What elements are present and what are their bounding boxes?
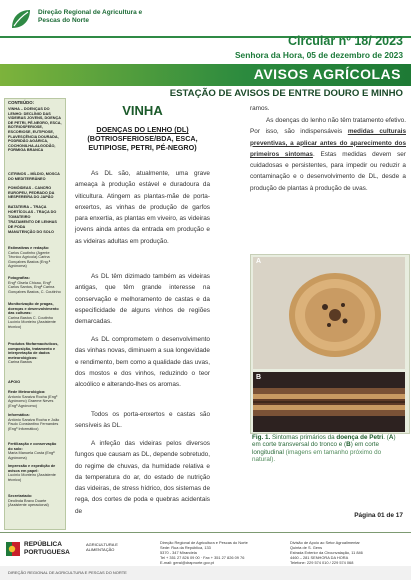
sidebar-fotografias: Fotografias: Engº Gisela Chicau, Engº Carlos Santos, Engª Carina Gonçalves Bastos, C. Coutinho <box>8 276 61 294</box>
ministerio-name: AGRICULTURA E ALIMENTAÇÃO <box>86 542 118 552</box>
paragraph-r1: ramos. <box>250 105 270 112</box>
photo-b-label: B <box>256 374 262 381</box>
sidebar-tratamento: TRATAMENTO DE LENHAS DE PODA <box>8 220 57 229</box>
footer-bar-text: DIREÇÃO REGIONAL DE AGRICULTURA E PESCAS DO NORTE <box>8 570 127 575</box>
sidebar-contents-list <box>8 107 62 153</box>
circular-date: Senhora da Hora, 05 de dezembro de 2023 <box>234 50 403 60</box>
sidebar-manutencao: MANUTENÇÃO DO SOLO <box>8 230 54 234</box>
circular-number: Circular nº 18/ 2023 <box>287 34 403 48</box>
banner-title: AVISOS AGRÍCOLAS <box>253 66 401 82</box>
trunk-longitudinal-section-photo <box>253 372 405 432</box>
sidebar-fertilizacao: Fertilização e conservação do solo: Maria Manuela Costa (Engª Agrónoma) <box>8 442 57 460</box>
paragraph-1: As DL são, atualmente, uma grave ameaça à produção estável e duradoura da viticultura. Atingem as plantas-mãe de porta-enxertos, as vinhas de produção de garfos para enxertia, as plantas em viveiro, as videiras jovens ainda antes da entrada em produção e as videiras adultas em produção. <box>75 170 210 245</box>
paragraph-r2: As doenças do lenho não têm tratamento efetivo. Por isso, são indispensáveis medidas culturais preventivas, a aplicar antes do aparecimento dos primeiros sintomas. Estas medidas devem ser cuidadosas e persistentes, para impedir ou reduzir a contaminação e o desenvolvimento de DL, desde a produção de plantas à produção de uvas. <box>250 117 406 192</box>
footer-address-divisao: Divisão de Apoio ao Setor Agroalimentar Quinta de S. Gens Estrada Exterior da Circunvalação, 11 846 4460 – 281 SENHORA DA HORA Telefone: 229 574 010 / 229 574 068 <box>290 540 363 565</box>
page-number: Página 01 de 17 <box>354 512 403 519</box>
section-title: VINHA <box>122 103 163 118</box>
drap-logo-icon <box>8 6 34 32</box>
sidebar-rede: Rede Meteorológica: Antonio Saraiva Rocha (Engº Agrónomo) Graeme Neves (Engº Agrónomo) <box>8 390 58 408</box>
sidebar-apoio: APOIO <box>8 380 21 384</box>
sidebar-produtos: Produtos fitofarmacêuticos, composição, tratamento e interpretação de dados meteorológicos: Carina Bastos <box>8 342 59 365</box>
sidebar-secretariado: Secretariado: Deolinda Bravo Duarte (Assistente operacional) <box>8 494 49 508</box>
sidebar-heading: CONTEÚDO: <box>8 100 35 105</box>
footer-address-sede: Direção Regional de Agricultura e Pescas do Norte Sede: Rua da República, 133 5370 - 347 Mirandela Tel + 351 27 826 09 00 · Fax + 351 27 826 09 76 E-mail: geral@drapnorte.gov.pt <box>160 540 248 565</box>
sidebar-monitorizacao: Monitorização de pragas, doenças e desenvolvimento das culturas: Carina Bastos C. Coutinho Lucínio Monteiro (Assistente técnico) <box>8 302 59 329</box>
figure-caption: Fig. 1. Sintomas primários da doença de Petri. (A) em corte transversal do tronco e (B) em corte longitudinal (imagens em tamanho próximo do natural). <box>252 434 396 464</box>
sidebar-batateira: BATATEIRA – TRAÇA <box>8 205 47 209</box>
sidebar-impressao: Impressão e expedição de avisos em papel: Lucínio Monteiro (Assistente técnico) <box>8 464 56 482</box>
photo-a-label: A <box>256 258 262 265</box>
republica-emblem-icon <box>6 542 20 556</box>
paragraph-5: A infeção das videiras pelos diversos fungos que causam as DL, depende sobretudo, do regime de chuvas, da humidade relativa e da temperatura do ar, do estado de nutrição das videiras, de stress hídrico, dos sistemas de rega, dos cortes de poda e quebras acidentais de <box>75 440 210 515</box>
disease-title: DOENÇAS DO LENHO (DL) (BOTRIOSFERIOSE/BDA, ESCA, EUTIPIOSE, PETRI, PÉ-NEGRO) <box>87 125 198 152</box>
sidebar-pomoideas: POMÓIDEAS - CANCRO EUROPEU, PEDRADO DA NESPEREIRA DO JAPÃO <box>8 186 55 200</box>
sidebar-citrinos: CITRINOS – MÍLDIO, MOSCA DO MEDITERRÂNEO <box>8 172 60 181</box>
paragraph-3: As DL comprometem o desenvolvimento das vinhas novas, diminuem a sua longevidade e rendimento, bem como a qualidade das uvas, dos mostos e dos vinhos, reduzindo o teor alcoólico e alterando-lhes os aromas. <box>75 336 210 389</box>
sidebar-estimativas: Estimativas e redação: Carlos Coutinho (Agente Técnico Agrícola) Carina Gonçalves Bastos (Eng.ª Agrónoma) <box>8 246 51 269</box>
republica-name: REPÚBLICA PORTUGUESA <box>24 541 70 556</box>
trunk-cross-section-photo <box>253 257 405 369</box>
sidebar-informatica: Informática: António Saraiva Rocha e João Paulo Constantino Fernandes (Engº Informático) <box>8 413 60 431</box>
org-name: Direção Regional de Agricultura e Pescas do Norte <box>38 9 143 24</box>
station-subtitle: ESTAÇÃO DE AVISOS DE ENTRE DOURO E MINHO <box>169 88 403 99</box>
paragraph-4: Todos os porta-enxertos e castas são sensíveis às DL. <box>75 411 210 430</box>
contents-vinha: VINHA – DOENÇAS DO LENHO: DECLÍNIO DAS VIDEIRAS JOVENS, DOENÇA DE PETRI, PÉ-NEGRO, ESCA, BOTRIOSFERIOSE, ESCORIOSE, EUTIPIOSE, FLAVESCÊNCIA DOURADA, PODRIDÃO AGÁRICA, COCHONILHA-ALGODÃO, FORMIGA BRANCA <box>8 107 62 153</box>
paragraph-2: As DL têm dizimado também as videiras antigas, que têm grande interesse na conservação e melhoramento de castas e da especificidade de alguns vinhos de regiões demarcadas. <box>75 273 210 326</box>
sidebar-horticolas: HORTÍCOLAS - TRAÇA DO TOMATEIRO <box>8 210 57 219</box>
footer-divider <box>0 532 411 533</box>
